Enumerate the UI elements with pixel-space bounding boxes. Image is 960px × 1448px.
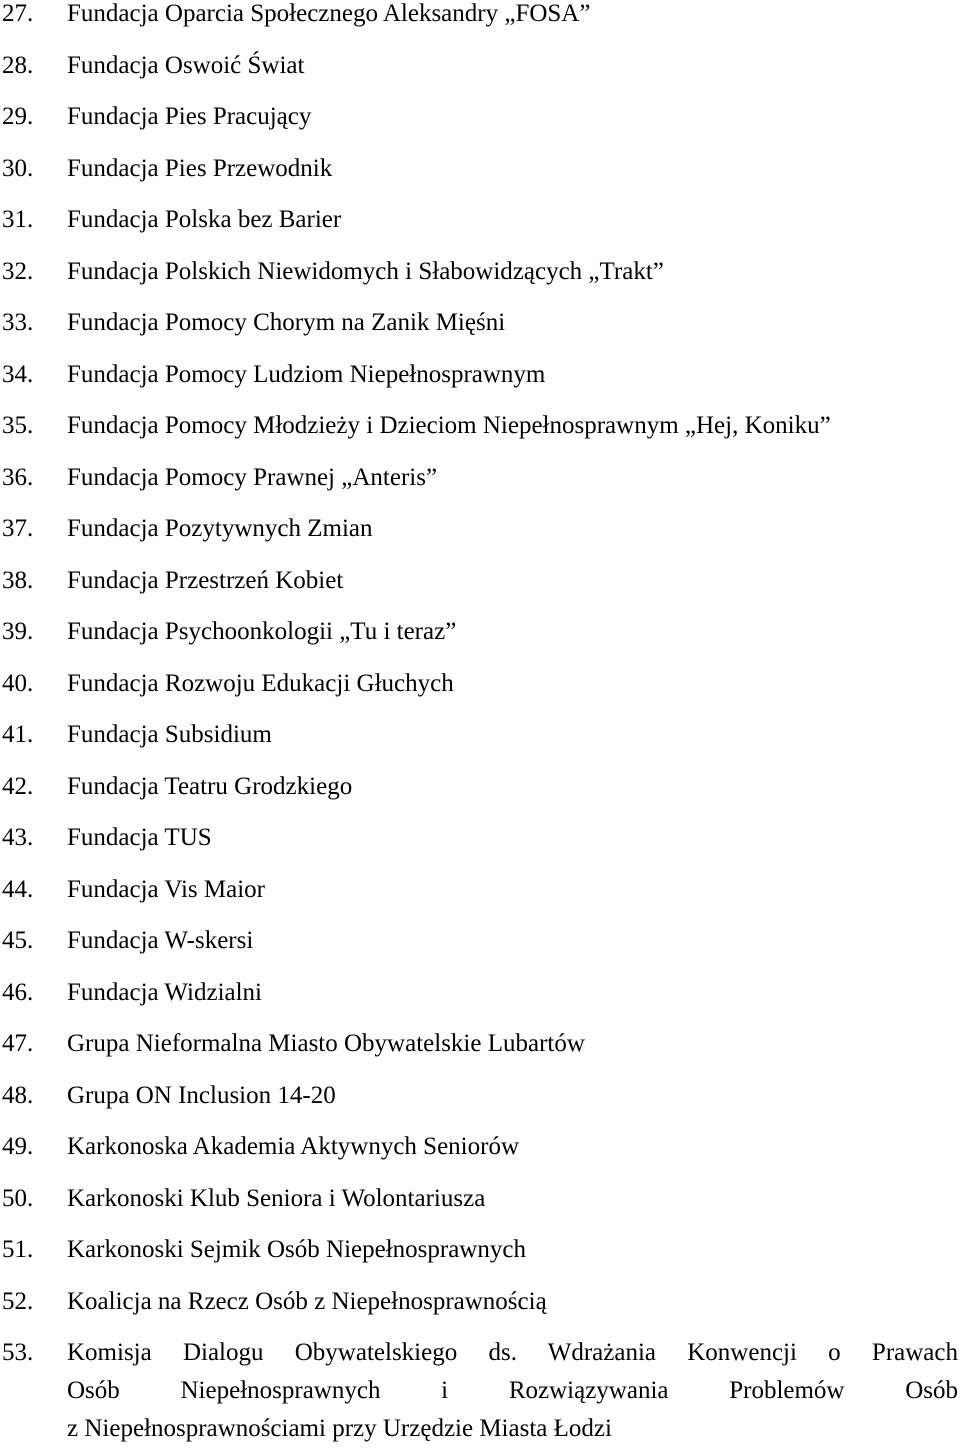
- list-item: [0, 1070, 960, 1122]
- item-number: 52.: [2, 1287, 34, 1315]
- item-text: Fundacja Pies Przewodnik: [67, 154, 333, 182]
- list-item: [0, 194, 960, 246]
- item-text: Karkonoski Klub Seniora i Wolontariusza: [67, 1184, 486, 1212]
- list-item: [0, 555, 960, 607]
- item-text: Fundacja W-skersi: [67, 927, 254, 954]
- item-text: Fundacja Oswoić Świat: [67, 51, 305, 79]
- item-text: Fundacja Pomocy Prawnej „Anteris”: [67, 463, 438, 491]
- item-number: 34.: [2, 360, 34, 388]
- item-number: 37.: [2, 515, 34, 542]
- item-text: Karkonoski Sejmik Osób Niepełnosprawnych: [67, 1236, 526, 1263]
- list-item: [0, 143, 960, 195]
- item-text: Fundacja Rozwoju Edukacji Głuchych: [67, 669, 454, 697]
- item-number: 41.: [2, 721, 34, 748]
- list-item-multiline: [0, 1327, 960, 1448]
- item-number: 33.: [2, 309, 34, 336]
- item-text: Fundacja Teatru Grodzkiego: [67, 772, 353, 800]
- list-item: [0, 452, 960, 504]
- list-item: [0, 864, 960, 916]
- item-number: 36.: [2, 463, 34, 491]
- list-item: [0, 1173, 960, 1225]
- list-item: [0, 0, 960, 40]
- list-item: [0, 1018, 960, 1070]
- item-text: Koalicja na Rzecz Osób z Niepełnosprawnością: [67, 1287, 547, 1315]
- list-item: [0, 967, 960, 1019]
- item-number: 42.: [2, 772, 34, 800]
- item-text: [67, 1327, 960, 1448]
- item-text: Grupa ON Inclusion 14-20: [67, 1081, 336, 1109]
- item-number: 49.: [2, 1133, 34, 1160]
- item-number: 46.: [2, 978, 34, 1006]
- list-item: [0, 91, 960, 143]
- item-number: 44.: [2, 875, 34, 903]
- item-text: Fundacja Pomocy Młodzieży i Dzieciom Niepełnosprawnym „Hej, Koniku”: [67, 412, 831, 439]
- list-item: [0, 606, 960, 658]
- list-item: [0, 349, 960, 401]
- item-text-line-3: z Niepełnosprawnościami przy Urzędzie Miasta Łodzi: [67, 1415, 612, 1442]
- item-text: Fundacja Polska bez Barier: [67, 206, 342, 233]
- list-item: [0, 297, 960, 349]
- item-text: Fundacja Pozytywnych Zmian: [67, 515, 373, 542]
- item-number: 31.: [2, 206, 34, 233]
- item-number: 38.: [2, 566, 34, 594]
- item-text: Fundacja Przestrzeń Kobiet: [67, 566, 344, 594]
- item-text: Fundacja Pomocy Chorym na Zanik Mięśni: [67, 309, 506, 336]
- list-item: [0, 915, 960, 967]
- list-item: [0, 658, 960, 710]
- item-text: Fundacja Polskich Niewidomych i Słabowidzących „Trakt”: [67, 257, 664, 285]
- item-number: 40.: [2, 669, 34, 697]
- item-number: 48.: [2, 1081, 34, 1109]
- item-text: Fundacja Widzialni: [67, 978, 263, 1006]
- item-number: 32.: [2, 257, 34, 285]
- item-number: 28.: [2, 51, 34, 79]
- list-item: [0, 246, 960, 298]
- item-number: 29.: [2, 103, 34, 130]
- item-number: 53.: [2, 1339, 34, 1366]
- list-item: [0, 709, 960, 761]
- item-number: 45.: [2, 927, 34, 954]
- item-number: 35.: [2, 412, 34, 439]
- item-text: Fundacja TUS: [67, 824, 212, 851]
- list-item: [0, 812, 960, 864]
- list-item: [0, 1224, 960, 1276]
- item-text: Fundacja Psychoonkologii „Tu i teraz”: [67, 618, 457, 645]
- item-text: Fundacja Pies Pracujący: [67, 103, 312, 130]
- list-item: [0, 1121, 960, 1173]
- item-number: 39.: [2, 618, 34, 645]
- item-text: Fundacja Oparcia Społecznego Aleksandry „FOSA”: [67, 0, 591, 27]
- item-number: 30.: [2, 154, 34, 182]
- item-number: 47.: [2, 1030, 34, 1057]
- list-item: [0, 40, 960, 92]
- item-text-line-2: Osób Niepełnosprawnych i Rozwiązywania Problemów Osób: [67, 1377, 958, 1404]
- item-text: Grupa Nieformalna Miasto Obywatelskie Lubartów: [67, 1030, 585, 1057]
- list-item: [0, 1276, 960, 1328]
- item-text: Fundacja Subsidium: [67, 721, 272, 748]
- item-text: Karkonoska Akademia Aktywnych Seniorów: [67, 1133, 520, 1160]
- item-text: Fundacja Vis Maior: [67, 875, 266, 903]
- item-number: 27.: [2, 0, 34, 27]
- item-text-line-1: Komisja Dialogu Obywatelskiego ds. Wdrażania Konwencji o Prawach: [67, 1339, 958, 1366]
- item-number: 43.: [2, 824, 34, 851]
- item-text: Fundacja Pomocy Ludziom Niepełnosprawnym: [67, 360, 546, 388]
- item-number: 50.: [2, 1184, 34, 1212]
- list-item: [0, 503, 960, 555]
- list-item: [0, 400, 960, 452]
- item-number: 51.: [2, 1236, 34, 1263]
- list-item: [0, 761, 960, 813]
